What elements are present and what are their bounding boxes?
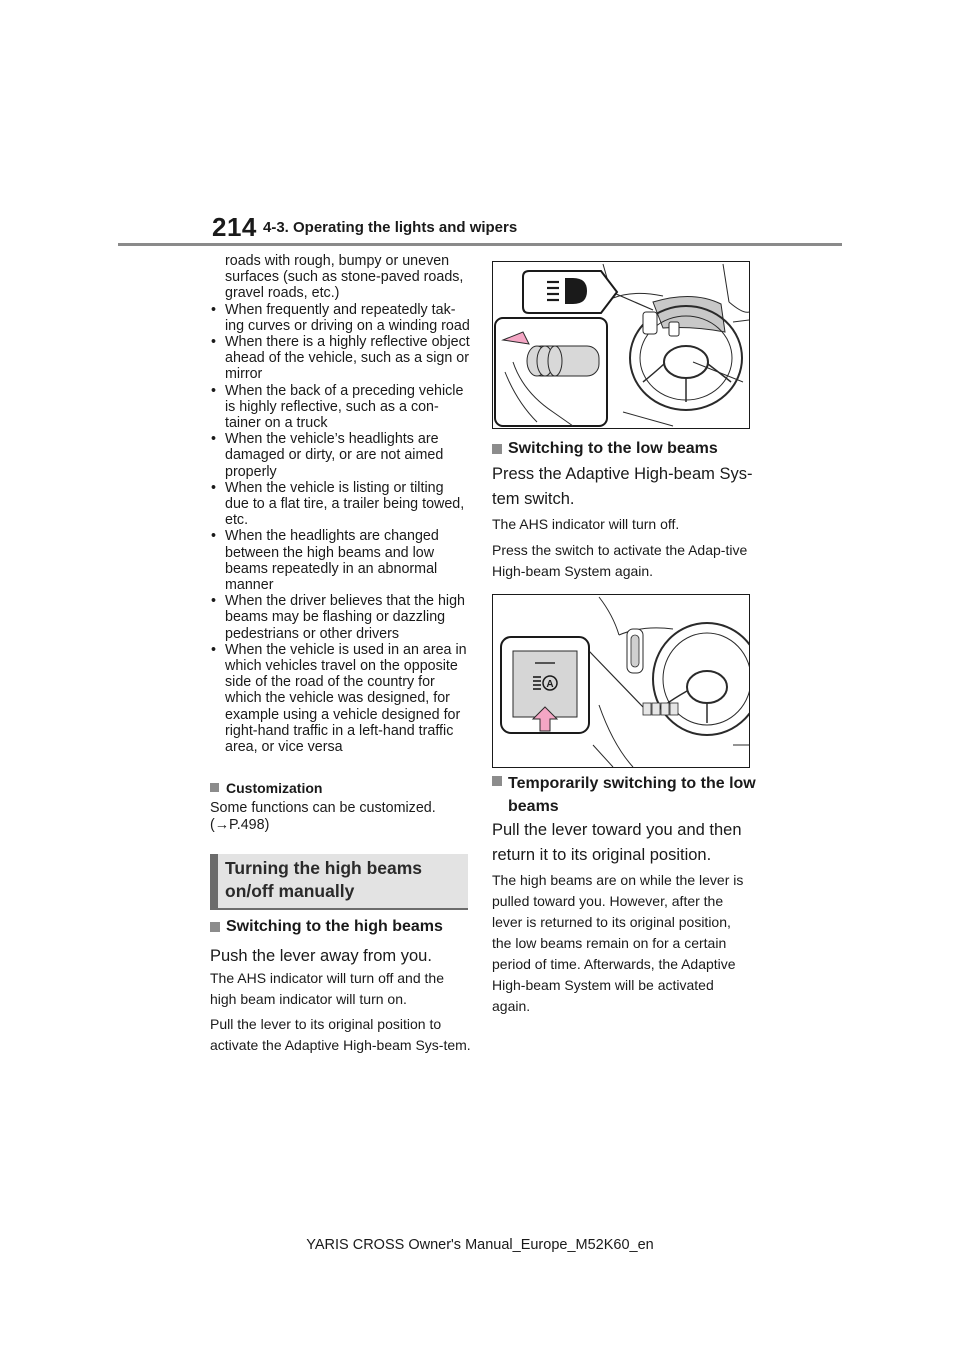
- high-beams-note: The AHS indicator will turn off and the high beam indicator will turn on.: [210, 970, 444, 1007]
- section-heading-box: [210, 854, 468, 910]
- list-continuation-text: roads with rough, bumpy or uneven surfaces (such as stone-paved roads, gravel roads, etc.): [225, 253, 464, 302]
- lever-illustration-drawing: [493, 262, 749, 428]
- section-heading-title: Turning the high beams on/off manually: [225, 858, 423, 901]
- footer-text: YARIS CROSS Owner's Manual_Europe_M52K60_en: [306, 1237, 654, 1253]
- low-beams-instruction: Press the Adaptive High-beam Sys-tem switch.: [492, 465, 753, 508]
- high-beams-instruction: Push the lever away from you.: [210, 947, 432, 965]
- low-beams-note-2: Press the switch to activate the Adap-tive High-beam System again.: [492, 542, 748, 579]
- high-beams-heading-text: Switching to the high beams: [226, 918, 443, 935]
- high-beams-note-2: Pull the lever to its original position to activate the Adaptive High-beam Sys-tem.: [210, 1016, 471, 1053]
- lever-illustration: [492, 261, 750, 429]
- temporary-low-beams-heading-text: Temporarily switching to the low beams: [508, 775, 756, 815]
- ahs-switch-illustration: [492, 594, 750, 768]
- list-item: • When the driver believes that the high beams may be flashing or dazzling pedestrians or other drivers: [210, 593, 470, 642]
- list-item: • When the vehicle is used in an area in which vehicles travel on the opposite side of the road of the country for which the vehicle was designed, for example using a vehicle designed for right-hand traffic in a left-hand traffic area, or vice versa: [210, 642, 470, 755]
- temporary-low-beams-instruction: Pull the lever toward you and then return it to its original position.: [492, 821, 742, 864]
- square-bullet-icon: [492, 776, 502, 786]
- list-item: • When the headlights are changed between the high beams and low beams repeatedly in an abnormal manner: [210, 528, 470, 593]
- list-item: • When frequently and repeatedly tak-ing curves or driving on a winding road: [210, 302, 470, 334]
- conditions-list-block: [210, 253, 470, 755]
- ahs-switch-letter: A: [546, 679, 554, 690]
- list-item: • When the vehicle is listing or tilting due to a flat tire, a trailer being towed, etc.: [210, 480, 470, 529]
- low-beams-heading: [492, 440, 718, 458]
- ahs-switch-illustration-drawing: [493, 595, 749, 767]
- list-item: • When the vehicle’s headlights are damaged or dirty, or are not aimed properly: [210, 431, 470, 480]
- customization-text: Some functions can be customized. (→P.498): [210, 800, 436, 833]
- temporary-low-beams-heading: [492, 772, 778, 818]
- list-item: • When there is a highly reflective object ahead of the vehicle, such as a sign or mirror: [210, 334, 470, 383]
- low-beams-heading-text: Switching to the low beams: [508, 440, 718, 457]
- customization-heading-text: Customization: [226, 780, 323, 796]
- square-bullet-icon: [210, 783, 219, 792]
- section-heading-bar: [210, 854, 218, 908]
- square-bullet-icon: [492, 444, 502, 454]
- customization-heading: [210, 780, 322, 796]
- high-beams-heading: [210, 918, 443, 936]
- section-title: 4-3. Operating the lights and wipers: [263, 219, 518, 236]
- square-bullet-icon: [210, 922, 220, 932]
- temporary-low-beams-note: The high beams are on while the lever is pulled toward you. However, after the lever is returned to its original position, the low beams remain on for a certain period of time. Afterwards, the Adaptive High-beam System will be activated again.: [492, 872, 744, 1014]
- low-beams-note: The AHS indicator will turn off.: [492, 516, 680, 532]
- page-footer: [0, 1237, 960, 1253]
- conditions-list: [210, 302, 470, 756]
- page-number: 214: [212, 212, 257, 242]
- list-item: • When the back of a preceding vehicle is highly reflective, such as a con-tainer on a truck: [210, 383, 470, 432]
- header-divider: [118, 243, 842, 246]
